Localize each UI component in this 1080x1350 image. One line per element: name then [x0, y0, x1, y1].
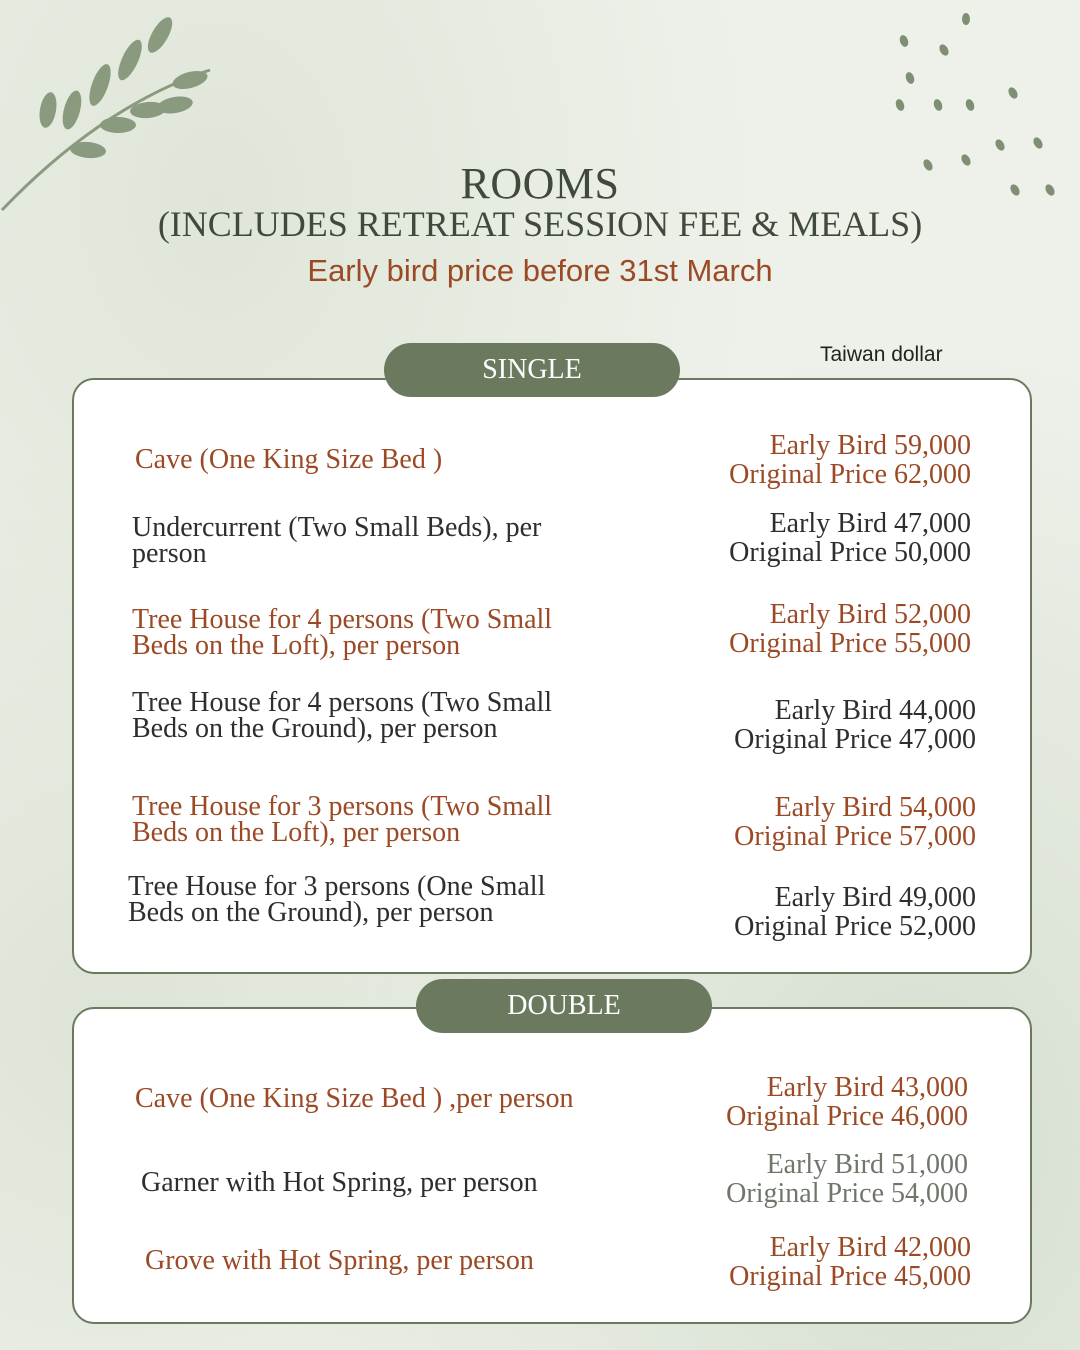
room-name: Garner with Hot Spring, per person — [141, 1167, 538, 1198]
room-price — [651, 509, 971, 567]
early-bird-price: Early Bird 54,000 — [774, 792, 976, 823]
room-name: Tree House for 3 persons (One Small Beds on the Ground), per person — [128, 871, 546, 928]
early-bird-price: Early Bird 43,000 — [766, 1072, 968, 1103]
currency-label: Taiwan dollar — [820, 343, 943, 366]
page-title: ROOMS — [460, 159, 620, 208]
room-name: Undercurrent (Two Small Beds), per person — [132, 512, 542, 569]
original-price: Original Price 57,000 — [734, 821, 976, 852]
room-name: Tree House for 4 persons (Two Small Beds on the Ground), per person — [132, 687, 553, 744]
original-price: Original Price 46,000 — [726, 1101, 968, 1132]
original-price: Original Price 47,000 — [734, 724, 976, 755]
early-bird-note: Early bird price before 31st March — [307, 253, 773, 288]
original-price: Original Price 52,000 — [734, 911, 976, 942]
room-price — [656, 793, 976, 851]
early-bird-price: Early Bird 51,000 — [766, 1149, 968, 1180]
early-bird-price: Early Bird 44,000 — [774, 695, 976, 726]
early-bird-price: Early Bird 59,000 — [769, 430, 971, 461]
room-name: Tree House for 4 persons (Two Small Beds on the Loft), per person — [132, 604, 553, 661]
early-bird-price: Early Bird 52,000 — [769, 599, 971, 630]
room-price — [651, 600, 971, 658]
original-price: Original Price 55,000 — [729, 628, 971, 659]
room-price — [651, 431, 971, 489]
room-price — [651, 1233, 971, 1291]
early-bird-price: Early Bird 42,000 — [769, 1232, 971, 1263]
room-name: Grove with Hot Spring, per person — [145, 1245, 534, 1276]
room-price — [656, 696, 976, 754]
early-bird-price: Early Bird 47,000 — [769, 508, 971, 539]
room-price — [648, 1150, 968, 1208]
room-name: Cave (One King Size Bed ) — [135, 444, 443, 475]
original-price: Original Price 45,000 — [729, 1261, 971, 1292]
original-price: Original Price 50,000 — [729, 537, 971, 568]
original-price: Original Price 54,000 — [726, 1178, 968, 1209]
single-section-pill: SINGLE — [384, 343, 680, 397]
room-name: Cave (One King Size Bed ) ,per person — [135, 1083, 574, 1114]
room-price — [648, 1073, 968, 1131]
room-price — [656, 883, 976, 941]
room-name: Tree House for 3 persons (Two Small Beds on the Loft), per person — [132, 791, 553, 848]
early-bird-price: Early Bird 49,000 — [774, 882, 976, 913]
page-subtitle: (INCLUDES RETREAT SESSION FEE & MEALS) — [157, 204, 923, 244]
original-price: Original Price 62,000 — [729, 459, 971, 490]
double-section-pill: DOUBLE — [416, 979, 712, 1033]
